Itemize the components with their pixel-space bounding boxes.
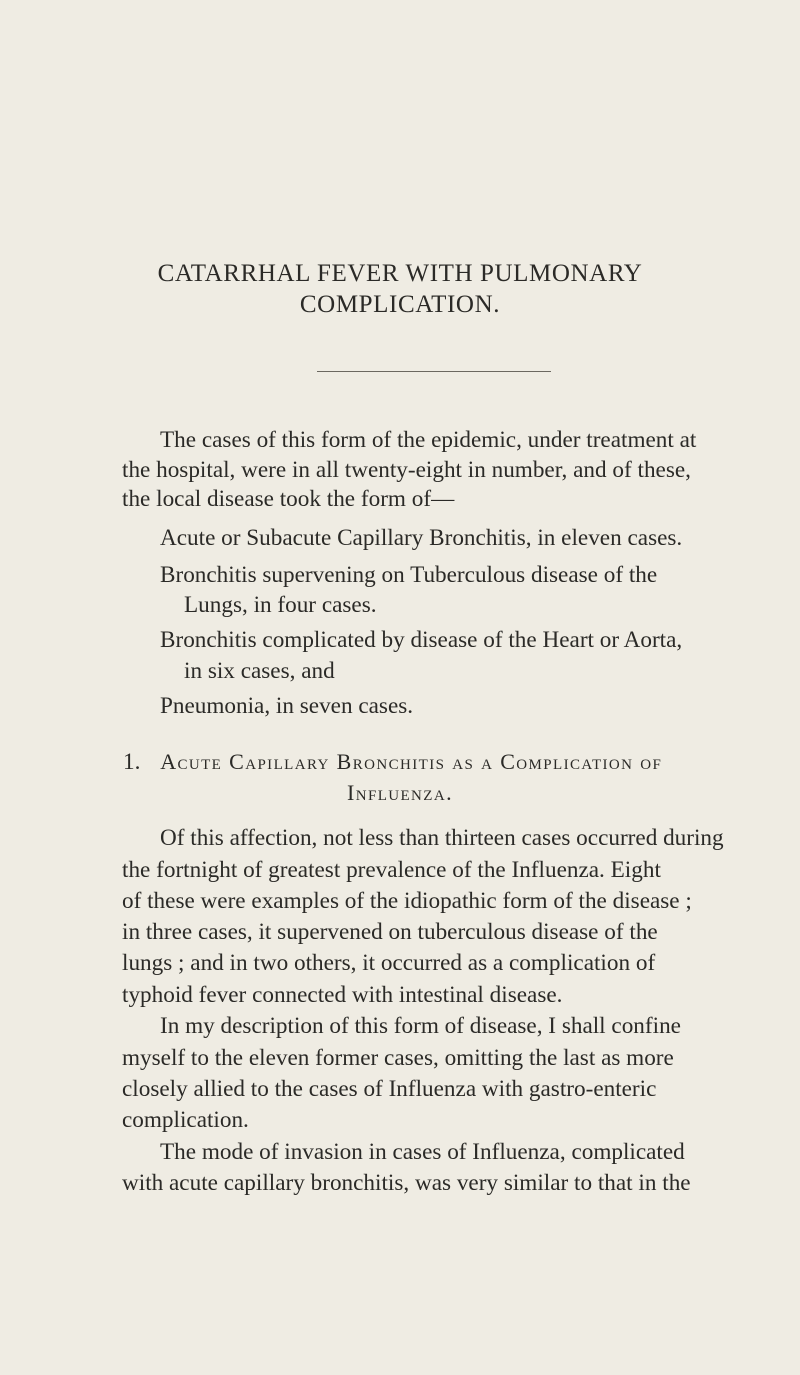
- body-line: Of this affection, not less than thirteen cases occurred during: [160, 825, 724, 851]
- title-divider: [317, 371, 551, 372]
- intro-line: the hospital, were in all twenty-eight in number, and of these,: [122, 457, 691, 483]
- body-line: the fortnight of greatest prevalence of the Influenza. Eight: [122, 857, 661, 883]
- body-line: in three cases, it supervened on tuberculous disease of the: [122, 919, 658, 945]
- section-heading-line-1: Acute Capillary Bronchitis as a Complication of: [160, 749, 663, 774]
- body-line: lungs ; and in two others, it occurred as a complication of: [122, 950, 656, 976]
- body-line: In my description of this form of disease, I shall confine: [160, 1013, 681, 1039]
- chapter-title-line-1: CATARRHAL FEVER WITH PULMONARY: [157, 260, 643, 287]
- body-line: myself to the eleven former cases, omitting the last as more: [122, 1045, 674, 1071]
- section-heading-line-2-wrap: [0, 778, 800, 808]
- form-list-item: Bronchitis complicated by disease of the Heart or Aorta,: [160, 627, 683, 653]
- body-line: of these were examples of the idiopathic form of the disease ;: [122, 888, 692, 914]
- form-list-item: Acute or Subacute Capillary Bronchitis, in eleven cases.: [160, 525, 683, 551]
- section-number: 1.: [123, 749, 141, 775]
- section-heading: [123, 747, 662, 777]
- section-heading-line-2: Influenza.: [347, 780, 453, 805]
- body-line: with acute capillary bronchitis, was very similar to that in the: [122, 1170, 691, 1196]
- form-list-item: Pneumonia, in seven cases.: [160, 693, 414, 719]
- chapter-title: [0, 258, 800, 320]
- intro-line: The cases of this form of the epidemic, under treatment at: [160, 427, 697, 453]
- form-list-item-continued: Lungs, in four cases.: [184, 592, 377, 618]
- body-line: The mode of invasion in cases of Influenza, complicated: [160, 1139, 685, 1165]
- form-list-item-continued: in six cases, and: [184, 658, 335, 684]
- intro-line: the local disease took the form of—: [122, 486, 455, 512]
- body-line: closely allied to the cases of Influenza with gastro-enteric: [122, 1076, 657, 1102]
- chapter-title-line-2: COMPLICATION.: [299, 291, 501, 318]
- body-line: complication.: [122, 1107, 249, 1133]
- body-line: typhoid fever connected with intestinal disease.: [122, 982, 563, 1008]
- form-list-item: Bronchitis supervening on Tuberculous disease of the: [160, 562, 658, 588]
